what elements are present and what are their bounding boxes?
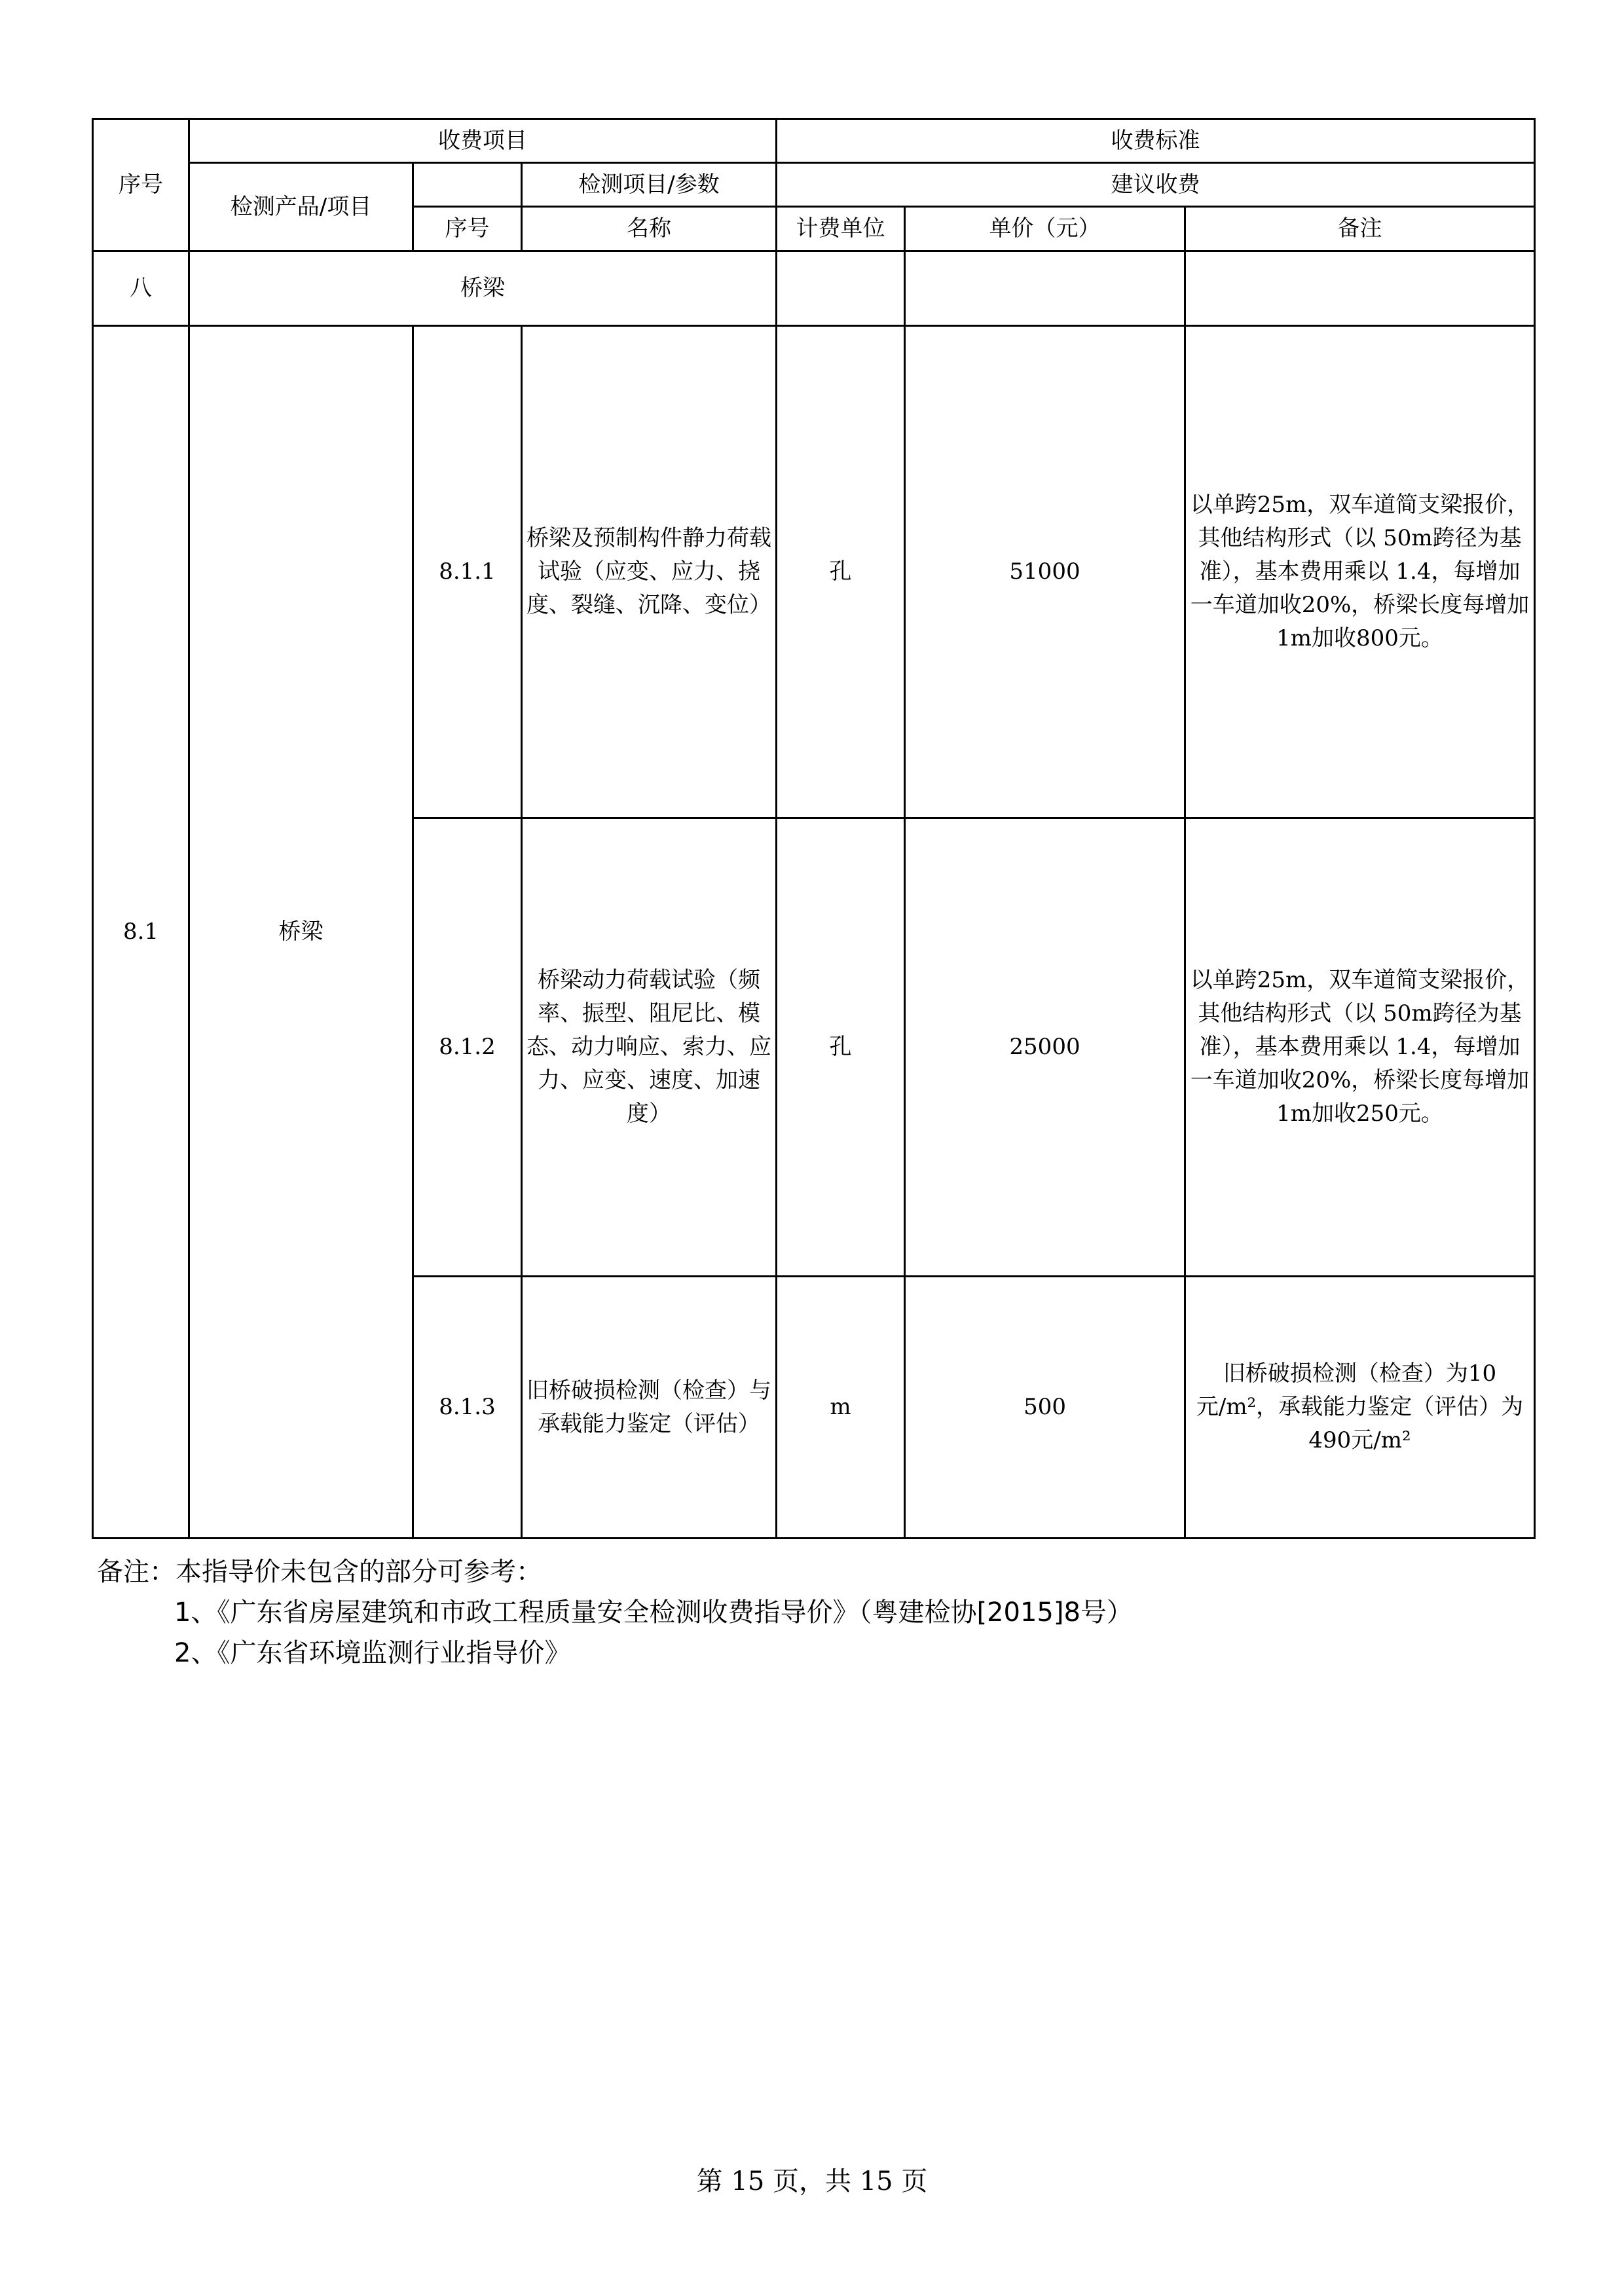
section-empty-price bbox=[905, 251, 1185, 326]
header-unit: 计费单位 bbox=[777, 207, 905, 251]
item-price: 25000 bbox=[905, 818, 1185, 1277]
page-number: 第 15 页，共 15 页 bbox=[696, 2166, 928, 2196]
footnote-item-1: 1、《广东省房屋建筑和市政工程质量安全检测收费指导价》（粤建检协[2015]8号） bbox=[174, 1597, 1133, 1628]
footnotes bbox=[97, 1552, 1538, 1673]
group-product: 桥梁 bbox=[189, 326, 413, 1539]
item-remark: 以单跨25m，双车道简支梁报价，其他结构形式（以 50m跨径为基准），基本费用乘以 1.4，每增加一车道加收20%，桥梁长度每增加1m加收250元。 bbox=[1185, 818, 1535, 1277]
item-unit: 孔 bbox=[777, 326, 905, 818]
item-price: 51000 bbox=[905, 326, 1185, 818]
section-empty-unit bbox=[777, 251, 905, 326]
header-name: 名称 bbox=[522, 207, 777, 251]
item-code: 8.1.3 bbox=[413, 1277, 522, 1539]
header-fee-standard: 收费标准 bbox=[777, 119, 1535, 163]
header-suggested-fee: 建议收费 bbox=[777, 163, 1535, 207]
header-blank bbox=[413, 163, 522, 207]
header-fee-item: 收费项目 bbox=[189, 119, 777, 163]
item-name: 旧桥破损检测（检查）与承载能力鉴定（评估） bbox=[522, 1277, 777, 1539]
item-code: 8.1.1 bbox=[413, 326, 522, 818]
item-unit: 孔 bbox=[777, 818, 905, 1277]
section-row bbox=[93, 251, 1535, 326]
table-row bbox=[93, 326, 1535, 818]
fee-table bbox=[92, 118, 1536, 1539]
item-code: 8.1.2 bbox=[413, 818, 522, 1277]
footnote-item-2: 2、《广东省环境监测行业指导价》 bbox=[174, 1638, 571, 1668]
item-price: 500 bbox=[905, 1277, 1185, 1539]
item-remark: 以单跨25m，双车道简支梁报价，其他结构形式（以 50m跨径为基准），基本费用乘以 1.4，每增加一车道加收20%，桥梁长度每增加1m加收800元。 bbox=[1185, 326, 1535, 818]
header-test-param: 检测项目/参数 bbox=[522, 163, 777, 207]
group-number: 8.1 bbox=[93, 326, 189, 1539]
item-name: 桥梁动力荷载试验（频率、振型、阻尼比、模态、动力响应、索力、应力、应变、速度、加速度） bbox=[522, 818, 777, 1277]
item-name: 桥梁及预制构件静力荷载试验（应变、应力、挠度、裂缝、沉降、变位） bbox=[522, 326, 777, 818]
footnote-intro: 备注：本指导价未包含的部分可参考： bbox=[97, 1557, 542, 1587]
item-remark: 旧桥破损检测（检查）为10元/m²，承载能力鉴定（评估）为490元/m² bbox=[1185, 1277, 1535, 1539]
header-remark: 备注 bbox=[1185, 207, 1535, 251]
header-product: 检测产品/项目 bbox=[189, 163, 413, 251]
header-seq: 序号 bbox=[93, 119, 189, 251]
section-empty-remark bbox=[1185, 251, 1535, 326]
section-title: 桥梁 bbox=[189, 251, 777, 326]
header-price: 单价（元） bbox=[905, 207, 1185, 251]
header-sub-seq: 序号 bbox=[413, 207, 522, 251]
item-unit: m bbox=[777, 1277, 905, 1539]
section-number: 八 bbox=[93, 251, 189, 326]
